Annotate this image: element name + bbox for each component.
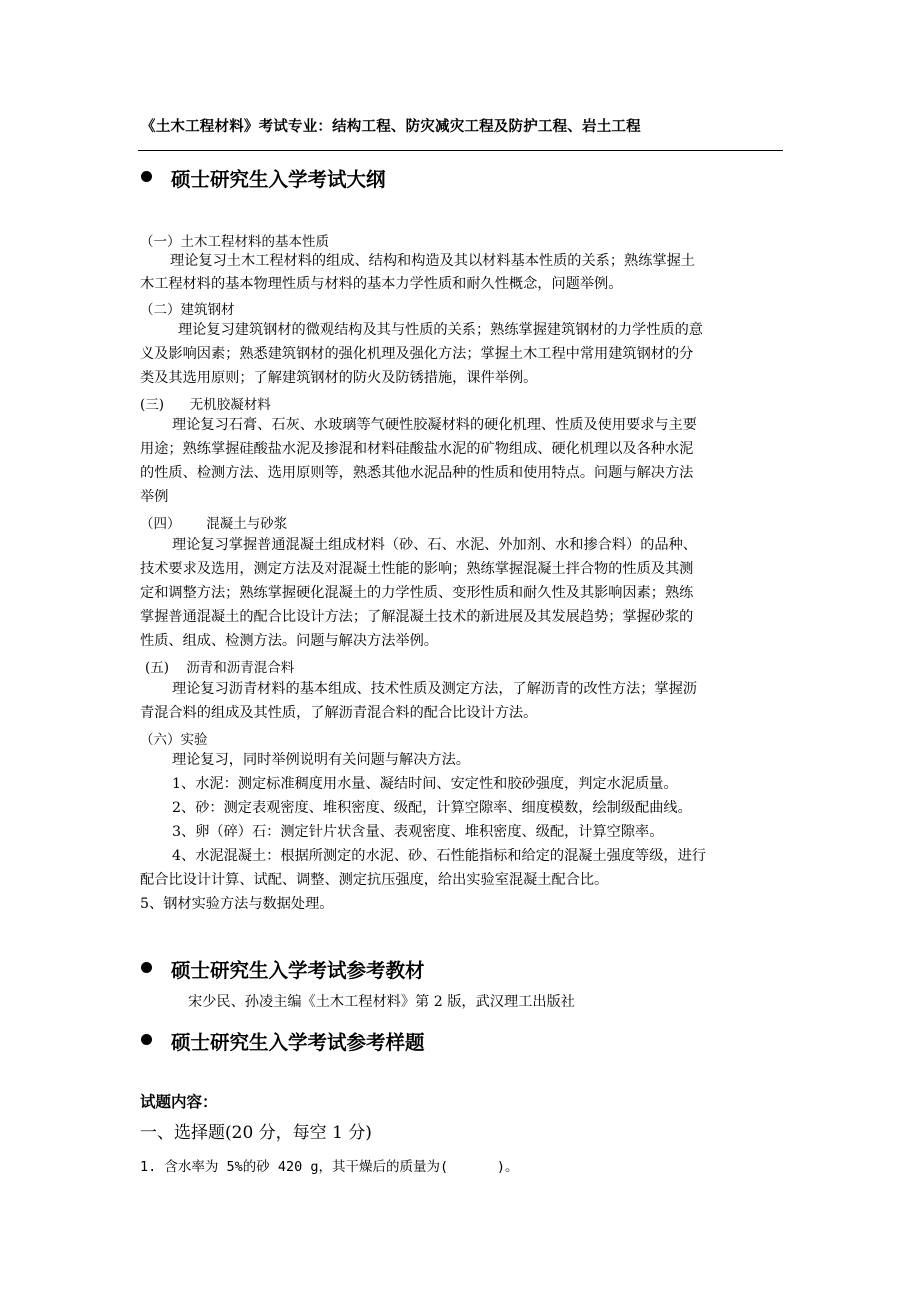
textbook-reference: 宋少民、孙凌主编《土木工程材料》第 2 版，武汉理工出版社 [188, 994, 575, 1010]
section-title: （六）实验 [140, 732, 208, 748]
section-line: 5、钢材实验方法与数据处理。 [140, 896, 334, 912]
section-title: （四） 混凝土与砂浆 [140, 516, 288, 532]
section-line: 木工程材料的基本物理性质与材料的基本力学性质和耐久性概念，问题举例。 [140, 276, 623, 292]
samples-heading: 硕士研究生入学考试参考样题 [171, 1031, 425, 1054]
section-line: 理论复习建筑钢材的微观结构及其与性质的关系；熟练掌握建筑钢材的力学性质的意 [178, 322, 703, 338]
section-line: 义及影响因素；熟悉建筑钢材的强化机理及强化方法；掌握土木工程中常用建筑钢材的分 [140, 346, 694, 362]
textbook-heading: 硕士研究生入学考试参考教材 [171, 959, 425, 982]
bullet-icon [141, 962, 152, 973]
question-part-title: 一、选择题(20 分，每空 1 分) [140, 1123, 372, 1143]
section-line: 理论复习土木工程材料的组成、结构和构造及其以材料基本性质的关系；熟练掌握土 [170, 253, 695, 269]
section-line: 举例 [140, 489, 169, 505]
question-item: 1. 含水率为 5%的砂 420 g，其干燥后的质量为( )。 [140, 1159, 519, 1175]
section-title: （二）建筑钢材 [140, 302, 235, 318]
section-line: 理论复习沥青材料的基本组成、技术性质及测定方法，了解沥青的改性方法；掌握沥 [172, 681, 697, 697]
section-line: 技术要求及选用，测定方法及对混凝土性能的影响；熟练掌握混凝土拌合物的性质及其测 [140, 561, 694, 577]
section-line: 的性质、检测方法、选用原则等，熟悉其他水泥品种的性质和使用特点。问题与解决方法 [140, 465, 694, 481]
section-title: (三) 无机胶凝材料 [140, 397, 271, 413]
section-line: 青混合料的组成及其性质，了解沥青混合料的配合比设计方法。 [140, 705, 538, 721]
section-line: 1、水泥：测定标准稠度用水量、凝结时间、安定性和胶砂强度，判定水泥质量。 [172, 776, 678, 792]
section-line: 掌握普通混凝土的配合比设计方法；了解混凝土技术的新进展及其发展趋势；掌握砂浆的 [140, 609, 694, 625]
section-line: 3、卵（碎）石：测定针片状含量、表观密度、堆积密度、级配，计算空隙率。 [172, 824, 664, 840]
header-divider [138, 150, 783, 151]
outline-heading: 硕士研究生入学考试大纲 [171, 168, 386, 191]
section-title: （一）土木工程材料的基本性质 [140, 234, 329, 250]
bullet-icon [141, 1034, 152, 1045]
section-line: 用途；熟练掌握硅酸盐水泥及掺混和材料硅酸盐水泥的矿物组成、硬化机理以及各种水泥 [140, 441, 694, 457]
section-line: 理论复习，同时举例说明有关问题与解决方法。 [172, 752, 470, 768]
section-line: 定和调整方法；熟练掌握硬化混凝土的力学性质、变形性质和耐久性及其影响因素；熟练 [140, 585, 694, 601]
section-line: 配合比设计计算、试配、调整、测定抗压强度，给出实验室混凝土配合比。 [140, 872, 609, 888]
bullet-icon [141, 171, 152, 182]
section-line: 理论复习石膏、石灰、水玻璃等气硬性胶凝材料的硬化机理、性质及使用要求与主要 [172, 417, 697, 433]
document-header: 《土木工程材料》考试专业：结构工程、防灾减灾工程及防护工程、岩土工程 [141, 118, 641, 135]
section-line: 理论复习掌握普通混凝土组成材料（砂、石、水泥、外加剂、水和掺合料）的品种、 [172, 537, 697, 553]
section-title: (五) 沥青和沥青混合料 [145, 660, 295, 676]
section-line: 性质、组成、检测方法。问题与解决方法举例。 [140, 633, 438, 649]
section-line: 类及其选用原则；了解建筑钢材的防火及防锈措施，课件举例。 [140, 370, 538, 386]
section-line: 2、砂：测定表观密度、堆积密度、级配，计算空隙率、细度模数，绘制级配曲线。 [172, 800, 692, 816]
section-line: 4、水泥混凝土：根据所测定的水泥、砂、石性能指标和给定的混凝土强度等级，进行 [172, 848, 706, 864]
question-content-label: 试题内容： [140, 1092, 218, 1111]
